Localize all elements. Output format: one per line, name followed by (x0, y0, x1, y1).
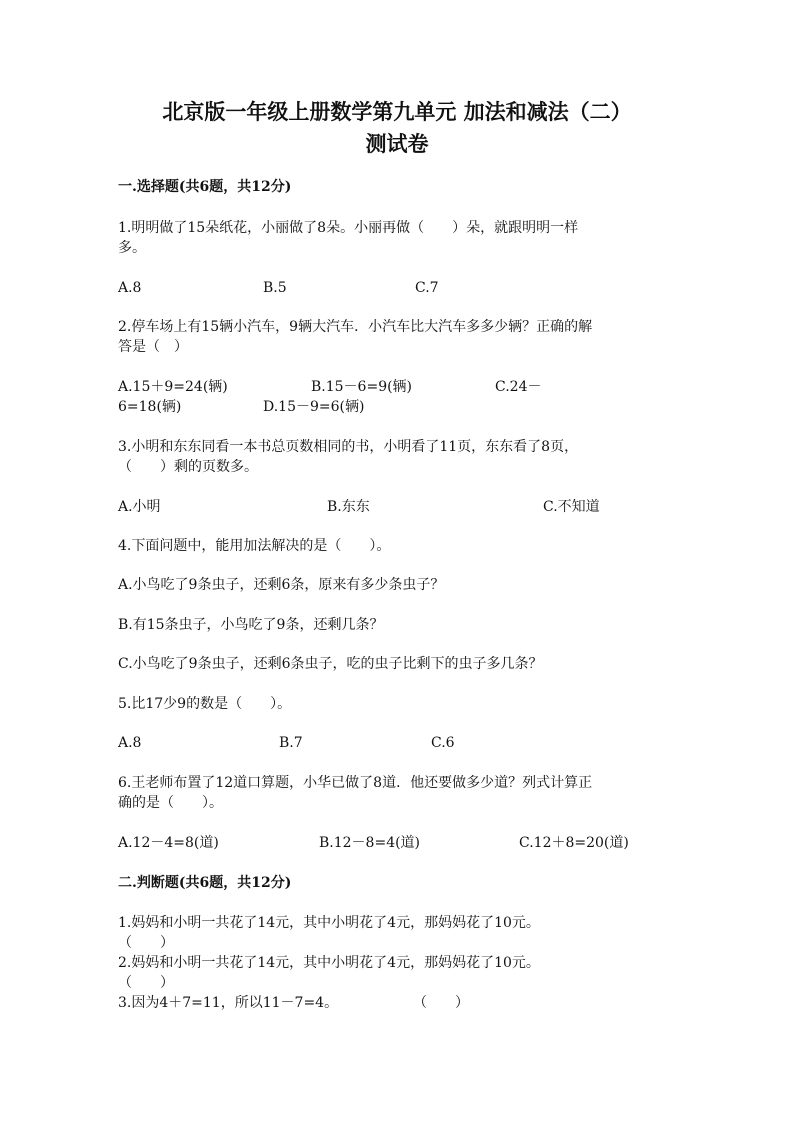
question-text: 2.停车场上有15辆小汽车，9辆大汽车．小汽车比大汽车多多少辆？正确的解 (118, 319, 593, 335)
answer-blank: （ ） (118, 935, 174, 951)
question-text: 确的是（ ）。 (118, 795, 223, 811)
answer-blank: （ ） (413, 995, 469, 1011)
question-text: 2.妈妈和小明一共花了14元，其中小明花了4元，那妈妈花了10元。 (118, 955, 540, 971)
option-a: A.12－4=8(道) (118, 835, 219, 851)
option-b: B.7 (279, 735, 303, 751)
option-c: C.6 (431, 735, 455, 751)
option-c: C.24－ (495, 379, 542, 395)
option-a: A.15＋9=24(辆) (118, 379, 228, 395)
option-b: B.东东 (327, 499, 370, 515)
question-text: 1.妈妈和小明一共花了14元，其中小明花了4元，那妈妈花了10元。 (118, 915, 540, 931)
option-c: C.不知道 (543, 499, 600, 515)
option-a: A.8 (118, 735, 142, 751)
question-text: 答是（ ） (118, 339, 188, 355)
question-text: 3.因为4＋7=11，所以11－7=4。 (118, 995, 339, 1011)
answer-blank: （ ） (118, 975, 174, 991)
option-d: D.15－9=6(辆) (263, 399, 365, 415)
question-text: 6.王老师布置了12道口算题，小华已做了8道．他还要做多少道？列式计算正 (118, 775, 593, 791)
option-b: B.15－6=9(辆) (311, 379, 413, 395)
option-b: B.有15条虫子，小鸟吃了9条，还剩几条？ (118, 617, 384, 633)
question-text: 5.比17少9的数是（ ）。 (118, 696, 292, 712)
option-b: B.12－8=4(道) (319, 835, 421, 851)
question-text: 4.下面问题中，能用加法解决的是（ ）。 (118, 538, 391, 554)
question-text: 1.明明做了15朵纸花，小丽做了8朵。小丽再做（ ）朵，就跟明明一样 (118, 220, 579, 236)
option-c: C.12＋8=20(道) (519, 835, 629, 851)
option-c: C.小鸟吃了9条虫子，还剩6条虫子，吃的虫子比剩下的虫子多几条？ (118, 656, 543, 672)
option-c: C.7 (415, 280, 439, 296)
question-text: 多。 (118, 240, 146, 256)
page-title-line2: 测试卷 (365, 131, 429, 156)
page-title: 北京版一年级上册数学第九单元 加法和减法（二） (162, 99, 632, 124)
option-b: B.5 (263, 280, 287, 296)
option-c-continued: 6=18(辆) (118, 399, 182, 415)
section-heading-choice: 一.选择题(共6题，共12分) (118, 179, 292, 195)
question-text: 3.小明和东东同看一本书总页数相同的书，小明看了11页，东东看了8页， (118, 439, 579, 455)
question-text: （ ）剩的页数多。 (118, 459, 258, 475)
option-a: A.小明 (118, 499, 161, 515)
option-a: A.小鸟吃了9条虫子，还剩6条，原来有多少条虫子？ (118, 577, 445, 593)
section-heading-judgement: 二.判断题(共6题，共12分) (118, 875, 292, 891)
option-a: A.8 (118, 280, 142, 296)
